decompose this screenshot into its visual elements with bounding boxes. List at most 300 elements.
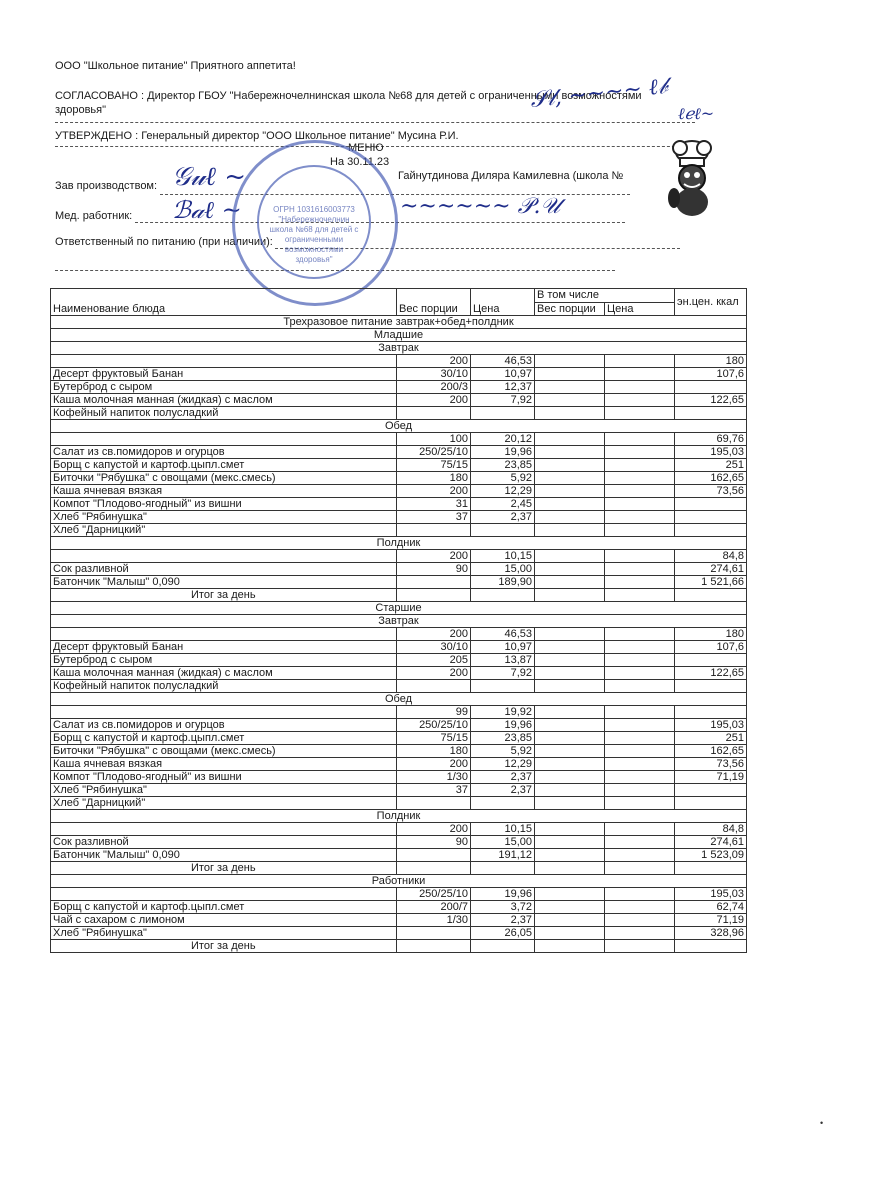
section-label: Работники	[51, 875, 747, 888]
energy-kcal: 251	[675, 732, 747, 745]
price: 23,85	[471, 459, 535, 472]
table-row	[51, 381, 747, 394]
energy-kcal	[675, 381, 747, 394]
incl-weight	[535, 797, 605, 810]
dish-name: Кофейный напиток полусладкий	[51, 680, 397, 693]
dish-name: Каша молочная манная (жидкая) с маслом	[51, 667, 397, 680]
price	[471, 680, 535, 693]
table-row	[51, 823, 747, 836]
portion-weight: 200	[397, 758, 471, 771]
energy-kcal: 195,03	[675, 888, 747, 901]
col-header-name: Наименование блюда	[51, 289, 397, 316]
incl-price	[605, 381, 675, 394]
agreed-line-cont: здоровья"	[55, 104, 107, 116]
incl-price	[605, 901, 675, 914]
price: 19,96	[471, 888, 535, 901]
total-row	[51, 862, 747, 875]
price: 3,72	[471, 901, 535, 914]
section-label: Обед	[51, 420, 747, 433]
dish-name: Сок разливной	[51, 563, 397, 576]
incl-price	[605, 745, 675, 758]
price: 12,29	[471, 485, 535, 498]
dish-name: Компот "Плодово-ягодный" из вишни	[51, 498, 397, 511]
portion-weight	[397, 927, 471, 940]
energy-kcal	[675, 498, 747, 511]
energy-kcal	[675, 407, 747, 420]
dish-name	[51, 355, 397, 368]
dish-name: Биточки "Рябушка" с овощами (мекс.смесь)	[51, 472, 397, 485]
portion-weight: 30/10	[397, 641, 471, 654]
table-row	[51, 732, 747, 745]
section-label: Младшие	[51, 329, 747, 342]
incl-weight	[535, 836, 605, 849]
incl-price	[605, 823, 675, 836]
portion-weight: 37	[397, 511, 471, 524]
table-row	[51, 433, 747, 446]
incl-price	[605, 914, 675, 927]
dish-name	[51, 823, 397, 836]
price: 15,00	[471, 563, 535, 576]
price: 189,90	[471, 576, 535, 589]
incl-price	[605, 524, 675, 537]
incl-weight	[535, 667, 605, 680]
energy-kcal: 73,56	[675, 485, 747, 498]
incl-weight	[535, 446, 605, 459]
portion-weight: 180	[397, 745, 471, 758]
incl-weight	[535, 680, 605, 693]
portion-weight: 200	[397, 355, 471, 368]
incl-price	[605, 758, 675, 771]
signature-mark: ℓℯℓ~	[678, 104, 715, 123]
portion-weight: 37	[397, 784, 471, 797]
energy-kcal: 274,61	[675, 836, 747, 849]
empty-cell	[675, 862, 747, 875]
dish-name	[51, 433, 397, 446]
incl-price	[605, 511, 675, 524]
total-row	[51, 589, 747, 602]
price: 2,37	[471, 914, 535, 927]
col-header-incl: В том числе	[535, 289, 675, 303]
incl-price	[605, 888, 675, 901]
section-label: Обед	[51, 693, 747, 706]
table-row	[51, 888, 747, 901]
portion-weight	[397, 849, 471, 862]
incl-weight	[535, 550, 605, 563]
table-row	[51, 550, 747, 563]
energy-kcal: 251	[675, 459, 747, 472]
dish-name: Биточки "Рябушка" с овощами (мекс.смесь)	[51, 745, 397, 758]
incl-weight	[535, 641, 605, 654]
menu-date: На 30.11.23	[330, 156, 390, 168]
energy-kcal: 84,8	[675, 550, 747, 563]
col-header-weight: Вес порции	[397, 289, 471, 316]
incl-price	[605, 368, 675, 381]
energy-kcal	[675, 654, 747, 667]
dish-name: Хлеб "Дарницкий"	[51, 797, 397, 810]
table-row	[51, 680, 747, 693]
section-label: Полдник	[51, 537, 747, 550]
price: 2,37	[471, 771, 535, 784]
total-row	[51, 940, 747, 953]
portion-weight: 250/25/10	[397, 719, 471, 732]
col-header-incl-weight: Вес порции	[535, 302, 605, 316]
table-row	[51, 797, 747, 810]
section-row	[51, 316, 747, 329]
incl-weight	[535, 914, 605, 927]
portion-weight: 1/30	[397, 771, 471, 784]
price	[471, 407, 535, 420]
incl-weight	[535, 927, 605, 940]
dish-name	[51, 888, 397, 901]
section-row	[51, 342, 747, 355]
col-header-price: Цена	[471, 289, 535, 316]
price	[471, 524, 535, 537]
incl-weight	[535, 719, 605, 732]
energy-kcal	[675, 784, 747, 797]
table-row	[51, 914, 747, 927]
energy-kcal: 195,03	[675, 446, 747, 459]
responsible-label: Ответственный по питанию (при наличии):	[55, 236, 273, 248]
production-person: Гайнутдинова Диляра Камилевна (школа №	[398, 170, 624, 182]
col-header-energy: эн.цен. ккал	[675, 289, 747, 316]
empty-cell	[397, 589, 471, 602]
empty-cell	[675, 589, 747, 602]
price: 10,15	[471, 823, 535, 836]
dish-name: Батончик "Малыш" 0,090	[51, 576, 397, 589]
portion-weight: 200	[397, 667, 471, 680]
divider	[55, 122, 695, 123]
incl-weight	[535, 888, 605, 901]
table-row	[51, 745, 747, 758]
dish-name: Чай с сахаром с лимоном	[51, 914, 397, 927]
price: 2,37	[471, 511, 535, 524]
incl-weight	[535, 732, 605, 745]
company-line: ООО "Школьное питание" Приятного аппетита!	[55, 60, 296, 72]
dish-name: Кофейный напиток полусладкий	[51, 407, 397, 420]
incl-weight	[535, 511, 605, 524]
price: 19,96	[471, 446, 535, 459]
table-row	[51, 849, 747, 862]
incl-price	[605, 407, 675, 420]
table-row	[51, 368, 747, 381]
price: 5,92	[471, 472, 535, 485]
incl-weight	[535, 771, 605, 784]
energy-kcal: 162,65	[675, 745, 747, 758]
portion-weight: 250/25/10	[397, 888, 471, 901]
dish-name: Каша ячневая вязкая	[51, 485, 397, 498]
incl-price	[605, 849, 675, 862]
dish-name: Хлеб "Рябинушка"	[51, 511, 397, 524]
energy-kcal	[675, 797, 747, 810]
section-row	[51, 420, 747, 433]
empty-cell	[535, 589, 605, 602]
portion-weight: 99	[397, 706, 471, 719]
signature-production: 𝒢𝓊ℓ ~	[172, 162, 247, 192]
energy-kcal: 1 521,66	[675, 576, 747, 589]
incl-price	[605, 784, 675, 797]
price: 19,96	[471, 719, 535, 732]
energy-kcal	[675, 706, 747, 719]
incl-price	[605, 576, 675, 589]
table-row	[51, 485, 747, 498]
price: 7,92	[471, 394, 535, 407]
table-row	[51, 394, 747, 407]
price: 10,15	[471, 550, 535, 563]
price: 7,92	[471, 667, 535, 680]
energy-kcal	[675, 511, 747, 524]
price	[471, 797, 535, 810]
incl-price	[605, 550, 675, 563]
energy-kcal: 195,03	[675, 719, 747, 732]
incl-price	[605, 732, 675, 745]
medic-label: Мед. работник:	[55, 210, 133, 222]
section-label: Завтрак	[51, 342, 747, 355]
signature-medic: ℬ𝒶ℓ ~	[172, 196, 242, 224]
energy-kcal	[675, 680, 747, 693]
portion-weight: 200	[397, 550, 471, 563]
table-row	[51, 472, 747, 485]
incl-weight	[535, 784, 605, 797]
table-row	[51, 511, 747, 524]
energy-kcal: 180	[675, 628, 747, 641]
dish-name: Салат из св.помидоров и огурцов	[51, 719, 397, 732]
menu-table	[50, 288, 747, 953]
energy-kcal	[675, 524, 747, 537]
empty-cell	[605, 589, 675, 602]
dish-name: Борщ с капустой и картоф.цыпл.смет	[51, 901, 397, 914]
incl-weight	[535, 745, 605, 758]
portion-weight	[397, 576, 471, 589]
incl-price	[605, 667, 675, 680]
section-row	[51, 875, 747, 888]
empty-cell	[675, 940, 747, 953]
incl-weight	[535, 758, 605, 771]
incl-weight	[535, 368, 605, 381]
portion-weight: 30/10	[397, 368, 471, 381]
energy-kcal: 71,19	[675, 771, 747, 784]
energy-kcal: 162,65	[675, 472, 747, 485]
empty-cell	[535, 940, 605, 953]
portion-weight	[397, 524, 471, 537]
school-stamp: ОГРН 1031616003773 "Набережночелнин школа №68 для детей с ограниченными возможностями здоровья"	[232, 140, 398, 306]
portion-weight: 200	[397, 628, 471, 641]
incl-price	[605, 355, 675, 368]
energy-kcal: 62,74	[675, 901, 747, 914]
signature-director: 𝒮𝓁, ~~~~ ℓ𝒷	[529, 73, 669, 114]
total-label: Итог за день	[51, 940, 397, 953]
incl-price	[605, 927, 675, 940]
price: 2,37	[471, 784, 535, 797]
incl-weight	[535, 394, 605, 407]
col-header-incl-price: Цена	[605, 302, 675, 316]
incl-weight	[535, 706, 605, 719]
portion-weight: 200	[397, 394, 471, 407]
incl-weight	[535, 433, 605, 446]
incl-price	[605, 706, 675, 719]
empty-cell	[535, 862, 605, 875]
dish-name: Десерт фруктовый Банан	[51, 368, 397, 381]
price: 26,05	[471, 927, 535, 940]
table-row	[51, 459, 747, 472]
incl-weight	[535, 407, 605, 420]
price: 46,53	[471, 628, 535, 641]
table-row	[51, 836, 747, 849]
dish-name: Десерт фруктовый Банан	[51, 641, 397, 654]
table-row	[51, 927, 747, 940]
dish-name: Каша ячневая вязкая	[51, 758, 397, 771]
dish-name: Хлеб "Рябинушка"	[51, 784, 397, 797]
incl-weight	[535, 459, 605, 472]
menu-title: МЕНЮ	[348, 142, 384, 154]
portion-weight: 205	[397, 654, 471, 667]
incl-price	[605, 498, 675, 511]
portion-weight	[397, 407, 471, 420]
incl-weight	[535, 654, 605, 667]
chef-logo-icon	[662, 138, 722, 218]
section-label: Завтрак	[51, 615, 747, 628]
price: 10,97	[471, 368, 535, 381]
portion-weight: 200	[397, 485, 471, 498]
price: 19,92	[471, 706, 535, 719]
portion-weight: 250/25/10	[397, 446, 471, 459]
price: 46,53	[471, 355, 535, 368]
incl-price	[605, 485, 675, 498]
portion-weight: 100	[397, 433, 471, 446]
dish-name	[51, 706, 397, 719]
price: 10,97	[471, 641, 535, 654]
dish-name: Бутерброд с сыром	[51, 381, 397, 394]
incl-price	[605, 628, 675, 641]
price: 15,00	[471, 836, 535, 849]
section-row	[51, 615, 747, 628]
price: 2,45	[471, 498, 535, 511]
section-label: Старшие	[51, 602, 747, 615]
energy-kcal: 107,6	[675, 368, 747, 381]
section-row	[51, 693, 747, 706]
production-label: Зав производством:	[55, 180, 158, 192]
price: 12,37	[471, 381, 535, 394]
energy-kcal: 1 523,09	[675, 849, 747, 862]
table-row	[51, 758, 747, 771]
portion-weight	[397, 680, 471, 693]
energy-kcal: 328,96	[675, 927, 747, 940]
empty-cell	[471, 940, 535, 953]
table-row	[51, 706, 747, 719]
incl-price	[605, 472, 675, 485]
table-row	[51, 654, 747, 667]
incl-weight	[535, 485, 605, 498]
portion-weight	[397, 797, 471, 810]
empty-cell	[605, 940, 675, 953]
table-row	[51, 446, 747, 459]
energy-kcal: 73,56	[675, 758, 747, 771]
portion-weight: 200/7	[397, 901, 471, 914]
signature-medic-name: ~~~~~~ 𝒫.𝒰	[400, 194, 561, 219]
incl-price	[605, 394, 675, 407]
incl-weight	[535, 355, 605, 368]
incl-weight	[535, 628, 605, 641]
incl-weight	[535, 563, 605, 576]
energy-kcal: 274,61	[675, 563, 747, 576]
energy-kcal: 122,65	[675, 667, 747, 680]
incl-weight	[535, 576, 605, 589]
dish-name: Бутерброд с сыром	[51, 654, 397, 667]
dish-name: Компот "Плодово-ягодный" из вишни	[51, 771, 397, 784]
section-row	[51, 602, 747, 615]
dish-name	[51, 550, 397, 563]
portion-weight: 200/3	[397, 381, 471, 394]
incl-weight	[535, 472, 605, 485]
table-row	[51, 628, 747, 641]
empty-cell	[397, 862, 471, 875]
table-row	[51, 784, 747, 797]
incl-price	[605, 836, 675, 849]
table-row	[51, 524, 747, 537]
portion-weight: 200	[397, 823, 471, 836]
table-row	[51, 771, 747, 784]
table-row	[51, 407, 747, 420]
price: 191,12	[471, 849, 535, 862]
section-label: Трехразовое питание завтрак+обед+полдник	[51, 316, 747, 329]
incl-weight	[535, 901, 605, 914]
incl-price	[605, 654, 675, 667]
section-row	[51, 537, 747, 550]
incl-price	[605, 446, 675, 459]
portion-weight: 31	[397, 498, 471, 511]
energy-kcal: 69,76	[675, 433, 747, 446]
table-row	[51, 667, 747, 680]
section-label: Полдник	[51, 810, 747, 823]
energy-kcal: 122,65	[675, 394, 747, 407]
section-row	[51, 810, 747, 823]
section-row	[51, 329, 747, 342]
portion-weight: 75/15	[397, 732, 471, 745]
portion-weight: 1/30	[397, 914, 471, 927]
dish-name: Батончик "Малыш" 0,090	[51, 849, 397, 862]
table-row	[51, 901, 747, 914]
incl-price	[605, 641, 675, 654]
table-row	[51, 498, 747, 511]
energy-kcal: 180	[675, 355, 747, 368]
table-row	[51, 355, 747, 368]
table-row	[51, 563, 747, 576]
table-row	[51, 641, 747, 654]
incl-price	[605, 433, 675, 446]
empty-cell	[471, 589, 535, 602]
energy-kcal: 84,8	[675, 823, 747, 836]
price: 23,85	[471, 732, 535, 745]
incl-weight	[535, 381, 605, 394]
incl-price	[605, 719, 675, 732]
energy-kcal: 107,6	[675, 641, 747, 654]
total-label: Итог за день	[51, 862, 397, 875]
dish-name: Каша молочная манная (жидкая) с маслом	[51, 394, 397, 407]
approved-line: УТВЕРЖДЕНО : Генеральный директор "ООО Школьное питание" Мусина Р.И.	[55, 130, 459, 142]
incl-weight	[535, 849, 605, 862]
empty-cell	[397, 940, 471, 953]
incl-price	[605, 563, 675, 576]
incl-weight	[535, 524, 605, 537]
price: 13,87	[471, 654, 535, 667]
incl-weight	[535, 823, 605, 836]
incl-price	[605, 797, 675, 810]
dish-name: Борщ с капустой и картоф.цыпл.смет	[51, 459, 397, 472]
total-label: Итог за день	[51, 589, 397, 602]
table-row	[51, 719, 747, 732]
agreed-line: СОГЛАСОВАНО : Директор ГБОУ "Набережночелнинская школа №68 для детей с ограниченными возможностями	[55, 90, 642, 102]
price: 20,12	[471, 433, 535, 446]
table-row	[51, 576, 747, 589]
